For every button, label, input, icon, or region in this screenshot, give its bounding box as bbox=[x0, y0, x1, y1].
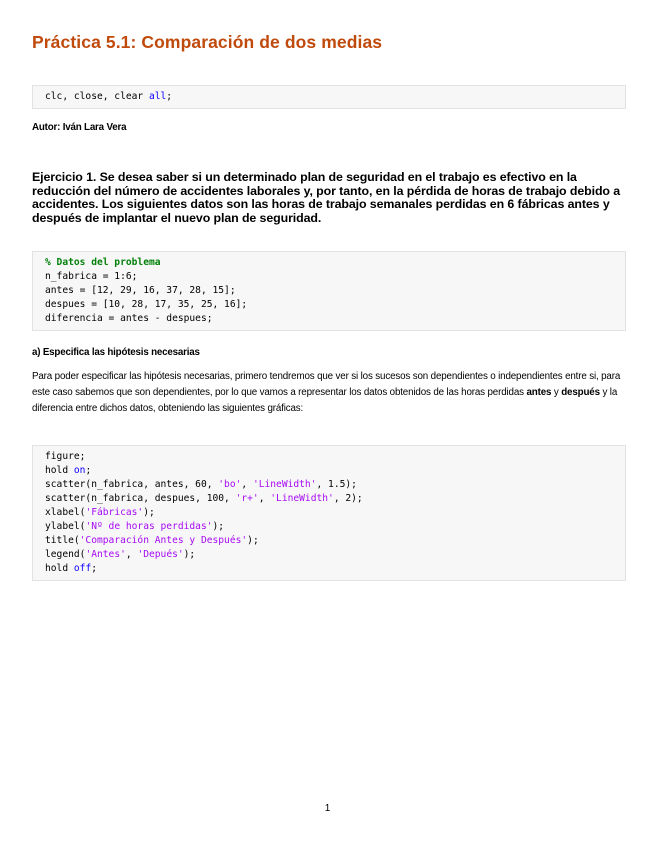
code-line bbox=[45, 562, 625, 576]
author-line: Autor: Iván Lara Vera bbox=[32, 122, 127, 133]
code-string: 'Depués' bbox=[137, 549, 184, 560]
code-line: despues = [10, 28, 17, 35, 25, 16]; bbox=[45, 299, 248, 310]
paragraph-text: y bbox=[551, 387, 562, 398]
code-text: , bbox=[258, 493, 271, 504]
paragraph-bold: antes bbox=[526, 387, 552, 398]
code-string: 'LineWidth' bbox=[252, 479, 317, 490]
code-string: 'Nº de horas perdidas' bbox=[85, 521, 213, 532]
code-line bbox=[45, 548, 625, 562]
code-line: diferencia = antes - despues; bbox=[45, 313, 213, 324]
code-line bbox=[45, 464, 625, 478]
code-keyword: all bbox=[148, 91, 167, 102]
explanation-paragraph bbox=[32, 369, 626, 417]
code-text: scatter(n_fabrica, despues, 100, bbox=[45, 493, 236, 504]
page-number: 1 bbox=[324, 803, 331, 814]
code-keyword: on bbox=[73, 465, 86, 476]
code-line bbox=[45, 90, 625, 104]
code-line bbox=[45, 534, 625, 548]
page-title: Práctica 5.1: Comparación de dos medias bbox=[32, 32, 383, 52]
code-text: title( bbox=[45, 535, 80, 546]
code-line: antes = [12, 29, 16, 37, 28, 15]; bbox=[45, 285, 236, 296]
section-heading: a) Especifica las hipótesis necesarias bbox=[32, 347, 200, 358]
code-text: , 2); bbox=[333, 493, 363, 504]
code-text: ); bbox=[143, 507, 155, 518]
code-text: ); bbox=[183, 549, 196, 560]
code-text: xlabel( bbox=[45, 507, 86, 518]
code-text: ylabel( bbox=[45, 521, 86, 532]
code-keyword: off bbox=[73, 563, 92, 574]
code-string: 'r+' bbox=[235, 493, 259, 504]
code-text: ; bbox=[85, 465, 92, 476]
code-line bbox=[45, 478, 625, 492]
code-comment: % Datos del problema bbox=[45, 257, 161, 268]
code-text: ); bbox=[212, 521, 225, 532]
code-line: n_fabrica = 1:6; bbox=[45, 271, 138, 282]
code-text: hold bbox=[45, 465, 74, 476]
code-block-plot bbox=[32, 445, 626, 581]
code-text: , bbox=[125, 549, 138, 560]
code-text: legend( bbox=[45, 549, 86, 560]
code-text: ; bbox=[166, 91, 173, 102]
code-string: 'Comparación Antes y Después' bbox=[79, 535, 248, 546]
code-line bbox=[45, 506, 625, 520]
code-string: 'Fábricas' bbox=[85, 507, 144, 518]
code-text: , 1.5); bbox=[316, 479, 357, 490]
code-line: figure; bbox=[45, 451, 86, 462]
code-string: 'LineWidth' bbox=[270, 493, 334, 504]
paragraph-bold: después bbox=[561, 387, 600, 398]
code-text: , bbox=[241, 479, 253, 490]
code-line bbox=[45, 492, 625, 506]
exercise-statement: Ejercicio 1. Se desea saber si un determinado plan de seguridad en el trabajo es efectivo en la reducción del número de accidentes laborales y, por tanto, en la pérdida de horas de trabajo debido a accidentes. Los siguientes datos son las horas de trabajo semanales perdidas en 6 fábricas antes y después de implantar el nuevo plan de seguridad. bbox=[32, 170, 621, 225]
code-string: 'bo' bbox=[218, 479, 242, 490]
paragraph-text: Para poder especificar las hipótesis necesarias, primero tendremos que ver si los sucesos son dependientes o independientes entre si, para este caso sabemos que son dependientes, por lo que vamos a representar los datos obtenidos de las horas perdidas bbox=[32, 371, 621, 398]
paragraph-text: y la diferencia entre dichos datos, obteniendo las siguientes gráficas: bbox=[32, 387, 618, 414]
code-text: hold bbox=[45, 563, 74, 574]
code-text: scatter(n_fabrica, antes, 60, bbox=[45, 479, 219, 490]
code-text: ; bbox=[91, 563, 97, 574]
code-block-clear bbox=[32, 85, 626, 109]
code-line bbox=[45, 520, 625, 534]
code-text: ); bbox=[247, 535, 259, 546]
code-text: clc, close, clear bbox=[45, 91, 149, 102]
code-block-data bbox=[32, 251, 626, 331]
code-string: 'Antes' bbox=[85, 549, 126, 560]
